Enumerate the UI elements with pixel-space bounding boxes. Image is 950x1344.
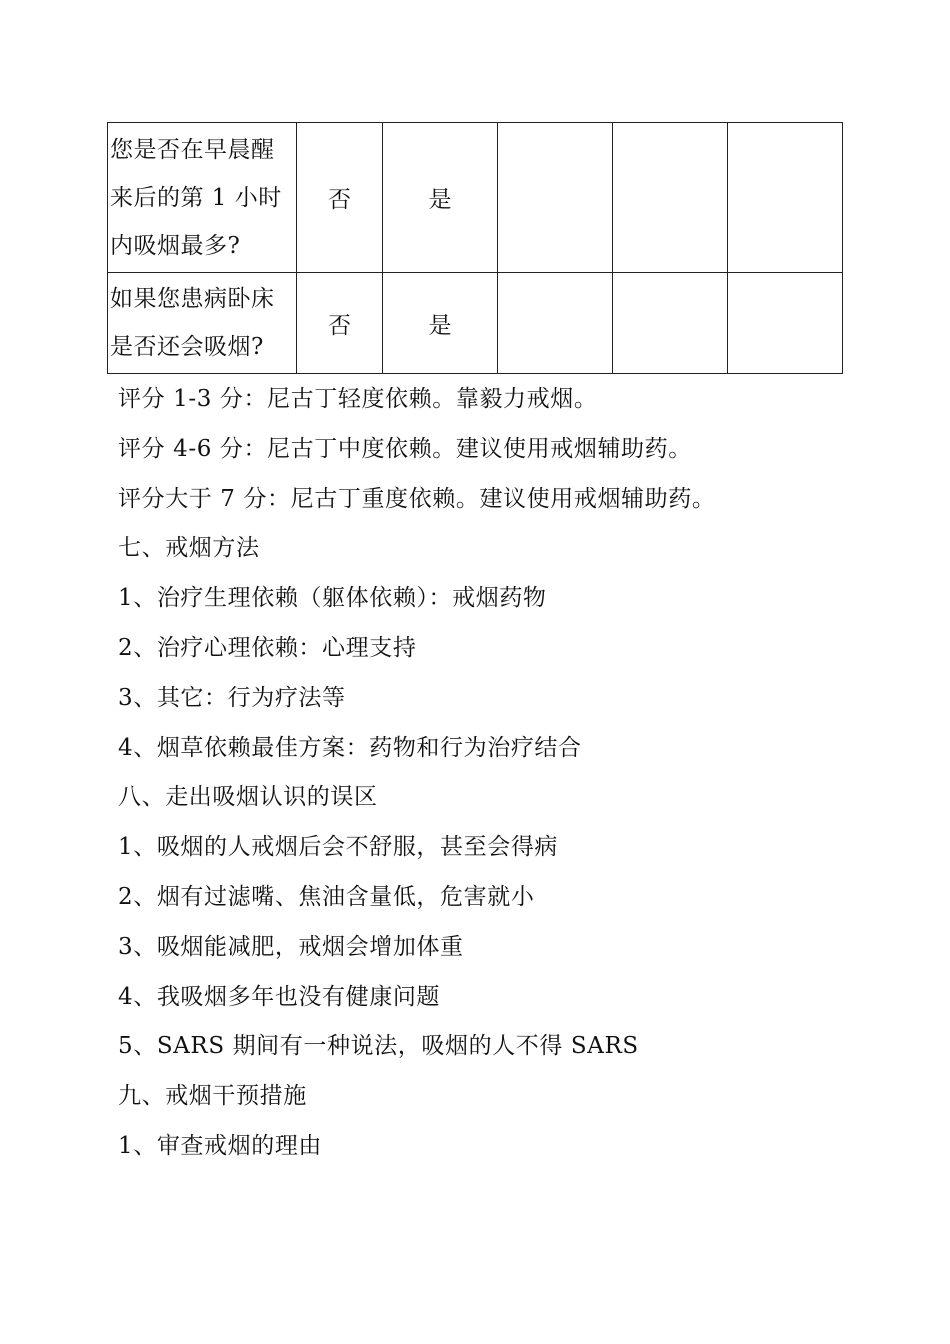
option-cell-no: 否 [297,123,383,273]
section-heading: 八、走出吸烟认识的误区 [118,784,378,811]
list-item: 3、吸烟能减肥，戒烟会增加体重 [118,933,464,960]
list-item: 2、治疗心理依赖：心理支持 [118,634,417,661]
option-cell-no: 否 [297,273,383,374]
empty-cell [498,123,613,273]
table-row [108,123,843,273]
empty-cell [613,273,728,374]
question-cell [108,123,297,273]
empty-cell [728,273,843,374]
empty-cell [613,123,728,273]
list-item: 4、我吸烟多年也没有健康问题 [118,983,441,1010]
list-item: 1、审查戒烟的理由 [118,1132,323,1159]
table-row [108,273,843,374]
question-line: 是否还会吸烟? [110,334,264,360]
body-text [118,375,715,1172]
question-line: 内吸烟最多? [110,232,241,259]
question-line: 您是否在早晨醒 [110,136,275,163]
section-heading: 九、戒烟干预措施 [118,1083,307,1110]
list-item: 2、烟有过滤嘴、焦油含量低，危害就小 [118,883,535,910]
list-item: 3、其它：行为疗法等 [118,684,346,711]
question-cell [108,273,297,374]
empty-cell [728,123,843,273]
option-cell-yes: 是 [383,123,498,273]
score-note-mild: 评分 1-3 分：尼古丁轻度依赖。靠毅力戒烟。 [118,386,598,412]
list-item: 4、烟草依赖最佳方案：药物和行为治疗结合 [118,734,582,761]
list-item: 1、吸烟的人戒烟后会不舒服，甚至会得病 [118,834,559,861]
question-line: 如果您患病卧床 [110,286,275,312]
question-line: 来后的第 1 小时 [110,184,282,211]
section-heading: 七、戒烟方法 [118,535,260,562]
list-item: 1、治疗生理依赖（躯体依赖）：戒烟药物 [118,585,547,612]
option-cell-yes: 是 [383,273,498,374]
empty-cell [498,273,613,374]
nicotine-dependence-table [107,122,843,374]
score-note-moderate: 评分 4-6 分：尼古丁中度依赖。建议使用戒烟辅助药。 [118,435,692,462]
score-note-severe: 评分大于 7 分：尼古丁重度依赖。建议使用戒烟辅助药。 [118,485,716,512]
list-item: 5、SARS 期间有一种说法，吸烟的人不得 SARS [118,1033,639,1060]
